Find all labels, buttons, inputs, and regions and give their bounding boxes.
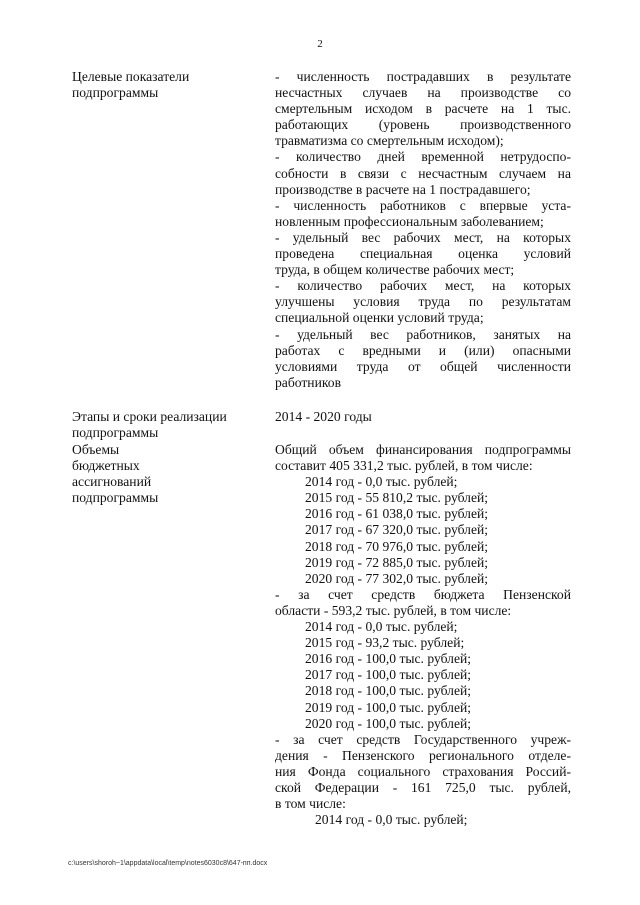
content-line: в том числе: [275, 796, 346, 812]
label-line: Целевые показатели [72, 69, 190, 84]
content-line: специальной оценки условий труда; [275, 310, 484, 326]
label-line: бюджетных [72, 458, 140, 474]
content-line: собности в связи с несчастным случаем на [275, 165, 571, 181]
content-line: несчастных случаев на производстве со [275, 85, 571, 101]
label-line: подпрограммы [72, 85, 159, 101]
label-line: подпрограммы [72, 425, 159, 441]
label-line: подпрограммы [72, 490, 159, 506]
content-line: 2015 год - 93,2 тыс. рублей; [305, 635, 465, 651]
content-line: - удельный вес рабочих мест, на которых [275, 229, 571, 245]
content-line: 2014 - 2020 годы [275, 409, 372, 424]
content-line: 2015 год - 55 810,2 тыс. рублей; [305, 490, 489, 506]
content-line: условиями труда от общей численности [275, 358, 571, 374]
row-content-target-indicators [275, 69, 571, 391]
content-line: области - 593,2 тыс. рублей, в том числе: [275, 602, 512, 618]
content-line: 2017 год - 100,0 тыс. рублей; [305, 667, 472, 683]
content-line: травматизма со смертельным исходом); [275, 133, 504, 149]
content-line: - удельный вес работников, занятых на [275, 326, 571, 342]
content-line: работах с вредными и (или) опасными [275, 342, 571, 358]
content-line: смертельным исходом в расчете на 1 тыс. [275, 101, 571, 117]
content-line: 2017 год - 67 320,0 тыс. рублей; [305, 522, 489, 538]
content-line: труда, в общем количестве рабочих мест; [275, 262, 515, 278]
content-line: 2016 год - 100,0 тыс. рублей; [305, 651, 472, 667]
label-line: ассигнований [72, 474, 152, 490]
row-label-funding [72, 442, 262, 506]
row-label-target-indicators [72, 69, 262, 101]
content-line: 2014 год - 0,0 тыс. рублей; [315, 812, 468, 828]
content-line: - количество дней временной нетрудоспо- [275, 149, 571, 165]
file-path-footer: c:\users\shoroh~1\appdata\local\temp\notes6030c8\647-пп.docx [68, 860, 268, 867]
content-line: новленным профессиональным заболеванием; [275, 213, 544, 229]
content-line: ской Федерации - 161 725,0 тыс. рублей, [275, 779, 571, 795]
content-line: работников [275, 374, 341, 390]
content-line: 2016 год - 61 038,0 тыс. рублей; [305, 506, 489, 522]
content-line: улучшены условия труда по результатам [275, 294, 571, 310]
content-line: 2014 год - 0,0 тыс. рублей; [305, 619, 458, 635]
content-line: дения - Пензенского регионального отделе- [275, 747, 571, 763]
content-line: 2014 год - 0,0 тыс. рублей; [305, 474, 458, 490]
row-content-stages [275, 409, 571, 425]
content-line: - численность работников с впервые уста- [275, 197, 571, 213]
row-label-stages [72, 409, 262, 441]
content-line: производстве в расчете на 1 пострадавшего; [275, 181, 531, 197]
content-line: 2019 год - 100,0 тыс. рублей; [305, 699, 472, 715]
content-line: 2019 год - 72 885,0 тыс. рублей; [305, 554, 489, 570]
label-line: Этапы и сроки реализации [72, 409, 227, 424]
content-line: 2018 год - 100,0 тыс. рублей; [305, 683, 472, 699]
content-line: 2018 год - 70 976,0 тыс. рублей; [305, 538, 489, 554]
content-line: работающих (уровень производственного [275, 117, 571, 133]
content-line: Общий объем финансирования подпрограммы [275, 442, 571, 457]
row-content-funding [275, 442, 571, 828]
label-line: Объемы [72, 442, 120, 457]
content-line: ния Фонда социального страхования Россий- [275, 763, 571, 779]
content-line: 2020 год - 77 302,0 тыс. рублей; [305, 570, 489, 586]
content-line: проведена специальная оценка условий [275, 246, 571, 262]
content-line: - за счет средств Государственного учреж- [275, 731, 571, 747]
content-line: - количество рабочих мест, на которых [275, 278, 571, 294]
content-line: 2020 год - 100,0 тыс. рублей; [305, 715, 472, 731]
page-number: 2 [317, 38, 323, 50]
content-line: - численность пострадавших в результате [275, 69, 571, 84]
content-line: составит 405 331,2 тыс. рублей, в том числе: [275, 458, 533, 474]
content-line: - за счет средств бюджета Пензенской [275, 586, 571, 602]
